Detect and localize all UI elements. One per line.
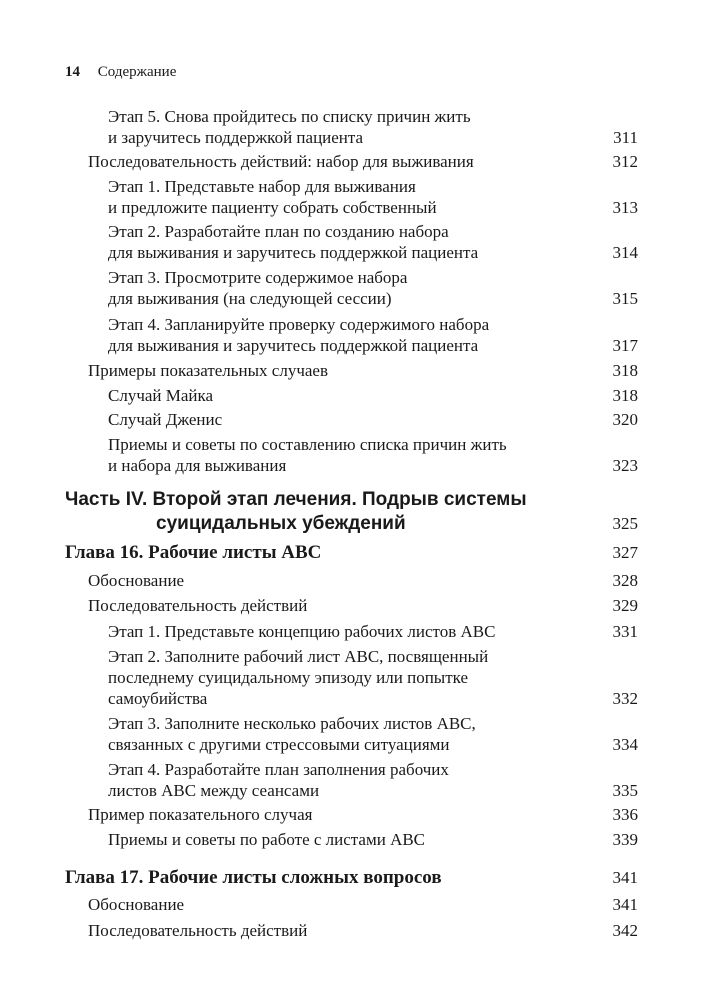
toc-page-number: 320 (612, 410, 638, 429)
toc-entry-sequence-17 (0, 920, 703, 941)
toc-entry-case-examples (0, 360, 703, 381)
toc-page-number: 325 (612, 514, 638, 533)
toc-page-number: 341 (612, 895, 638, 914)
toc-page-number: 336 (612, 805, 638, 824)
header-title: Содержание (97, 64, 177, 80)
toc-page-number: 318 (612, 386, 638, 405)
toc-entry-text: Обоснование (88, 895, 185, 914)
toc-entry-abc-step-1 (0, 621, 703, 642)
toc-entry-tips-reasons-kit (0, 434, 703, 476)
toc-entry-text: Этап 1. Представьте концепцию рабочих листов АВС (108, 622, 496, 641)
toc-entry-case-janice (0, 409, 703, 430)
toc-page-number: 317 (612, 336, 638, 355)
toc-entry-kit-step-3 (0, 267, 703, 309)
toc-chapter-text: Глава 16. Рабочие листы АВС (65, 542, 322, 563)
toc-entry-text: Примеры показательных случаев (88, 361, 328, 380)
toc-entry-text: Обоснование (88, 571, 185, 590)
toc-page-number: 342 (612, 921, 638, 940)
toc-page-number: 332 (612, 689, 638, 708)
toc-entry-case-mike (0, 385, 703, 406)
toc-entry-rationale-17 (0, 894, 703, 915)
toc-entry-text: последнему суицидальному эпизоду или попытке (108, 668, 469, 687)
toc-page-number: 331 (612, 622, 638, 641)
toc-page-number: 335 (612, 781, 638, 800)
toc-entry-text: самоубийства (108, 689, 208, 708)
toc-page-number: 318 (612, 361, 638, 380)
toc-page-number: 339 (612, 830, 638, 849)
toc-entry-abc-step-4 (0, 759, 703, 801)
toc-entry-text: Случай Дженис (108, 410, 223, 429)
toc-entry-text: Этап 4. Запланируйте проверку содержимого набора (108, 315, 490, 334)
toc-entry-text: и предложите пациенту собрать собственный (108, 198, 437, 217)
toc-page-number: 315 (612, 289, 638, 308)
toc-entry-text: Пример показательного случая (88, 805, 313, 824)
toc-entry-text: Этап 1. Представьте набор для выживания (108, 177, 416, 196)
toc-entry-abc-step-2 (0, 646, 703, 709)
toc-entry-sequence (0, 595, 703, 616)
toc-entry-text: Этап 3. Просмотрите содержимое набора (108, 268, 408, 287)
toc-page-number: 323 (612, 456, 638, 475)
toc-entry-text: и заручитесь поддержкой пациента (108, 128, 364, 147)
toc-entry-abc-tips (0, 829, 703, 850)
toc-page-number: 312 (612, 152, 638, 171)
toc-chapter-17 (0, 866, 703, 890)
toc-entry-text: листов АВС между сеансами (108, 781, 320, 800)
header-page-number: 14 (65, 64, 80, 80)
toc-entry-text: Последовательность действий (88, 596, 308, 615)
toc-page-number: 334 (612, 735, 638, 754)
toc-page-number: 314 (612, 243, 638, 262)
toc-page-number: 329 (612, 596, 638, 615)
toc-entry-kit-step-2 (0, 221, 703, 263)
toc-entry-kit-step-4 (0, 314, 703, 356)
toc-entry-text: Этап 5. Снова пройдитесь по списку причин жить (108, 107, 471, 126)
toc-entry-abc-step-3 (0, 713, 703, 755)
toc-entry-survival-kit-sequence (0, 151, 703, 172)
toc-chapter-16 (0, 541, 703, 565)
toc-entry-text: Этап 3. Заполните несколько рабочих листов АВС, (108, 714, 476, 733)
toc-entry-text: Этап 2. Заполните рабочий лист АВС, посвященный (108, 647, 489, 666)
toc-entry-text: Последовательность действий (88, 921, 308, 940)
toc-part-text: Часть IV. Второй этап лечения. Подрыв системы (65, 489, 527, 510)
toc-entry-text: связанных с другими стрессовыми ситуациями (108, 735, 450, 754)
toc-entry-rationale (0, 570, 703, 591)
toc-entry-text: Последовательность действий: набор для выживания (88, 152, 474, 171)
toc-page-number: 313 (612, 198, 638, 217)
toc-page-number: 328 (612, 571, 638, 590)
toc-entry-kit-step-1 (0, 176, 703, 218)
toc-part-heading (0, 488, 703, 536)
toc-entry-case-example (0, 804, 703, 825)
toc-entry-text: Этап 4. Разработайте план заполнения рабочих (108, 760, 449, 779)
toc-entry-text: Этап 2. Разработайте план по созданию набора (108, 222, 449, 241)
toc-page-number: 311 (613, 128, 638, 147)
toc-part-text: суицидальных убеждений (156, 513, 406, 534)
toc-entry-text: для выживания и заручитесь поддержкой пациента (108, 336, 479, 355)
toc-entry-text: Случай Майка (108, 386, 214, 405)
toc-entry-text: и набора для выживания (108, 456, 287, 475)
toc-entry-step-5-reasons (0, 106, 703, 148)
toc-chapter-text: Глава 17. Рабочие листы сложных вопросов (65, 867, 442, 888)
toc-entry-text: для выживания (на следующей сессии) (108, 289, 392, 308)
toc-page-number: 327 (612, 543, 638, 562)
toc-entry-text: для выживания и заручитесь поддержкой пациента (108, 243, 479, 262)
toc-entry-text: Приемы и советы по работе с листами АВС (108, 830, 426, 849)
toc-entry-text: Приемы и советы по составлению списка причин жить (108, 435, 507, 454)
toc-page-number: 341 (612, 868, 638, 887)
